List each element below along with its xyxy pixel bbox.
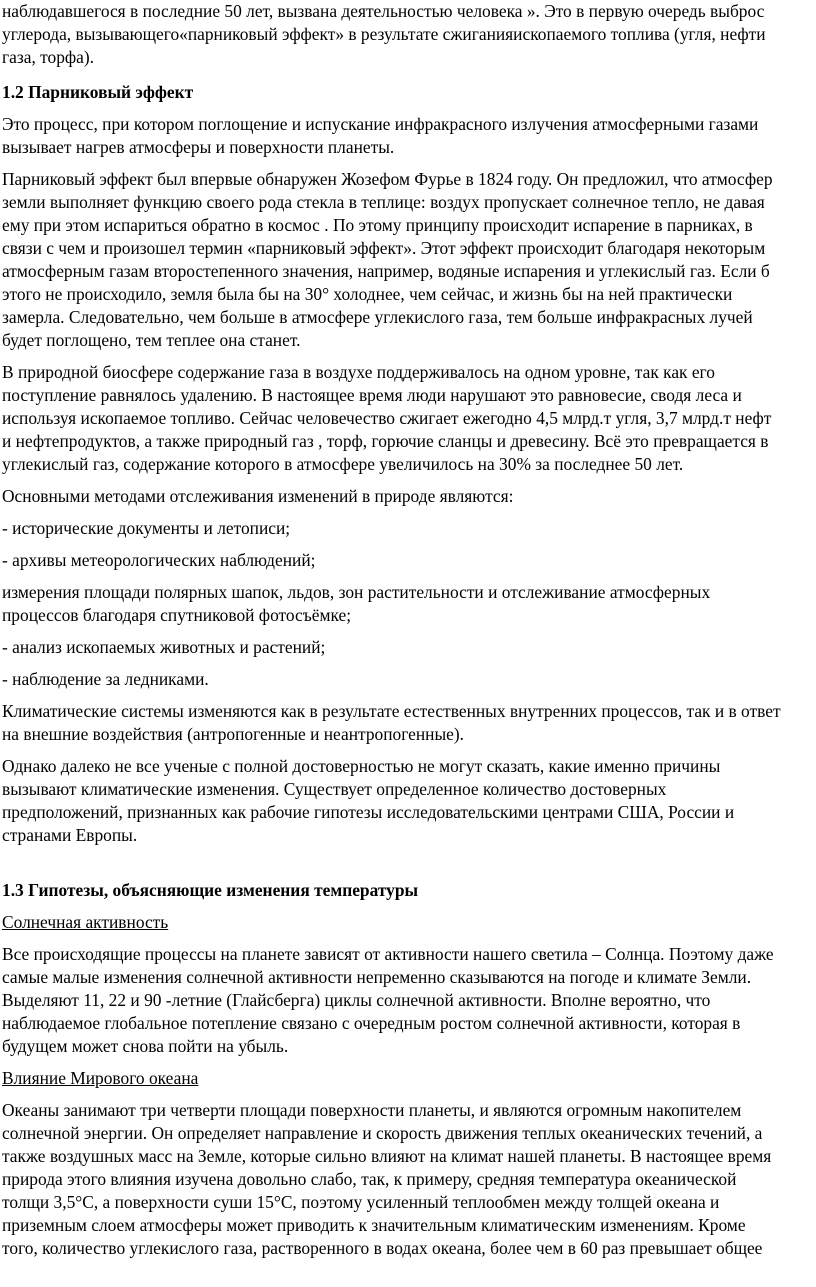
text-line: Океаны занимают три четверти площади поверхности планеты, и являются огромным накопителем — [2, 1100, 742, 1120]
text-line: наблюдавшегося в последние 50 лет, вызвана деятельностью человека ». Это в первую очередь выброс — [2, 1, 765, 21]
text-line: будет поглощено, тем теплее она станет. — [2, 330, 301, 350]
text-line: Климатические системы изменяются как в результате естественных внутренних процессов, так и в ответ — [2, 701, 781, 721]
paragraph — [2, 361, 816, 476]
text-line: на внешние воздействия (антропогенные и неантропогенные). — [2, 724, 464, 744]
paragraph — [2, 113, 816, 159]
text-line: странами Европы. — [2, 825, 138, 845]
text-line: связи с чем и произошел термин «парниковый эффект». Этот эффект происходит благодаря некоторым — [2, 238, 766, 258]
text-line: В природной биосфере содержание газа в воздухе поддерживалось на одном уровне, так как его — [2, 362, 715, 382]
text-line: солнечной энергии. Он определяет направление и скорость движения теплых океанических течений, а — [2, 1123, 763, 1143]
paragraph — [2, 168, 816, 352]
text-line: углекислый газ, содержание которого в атмосфере увеличилось на 30% за последнее 50 лет. — [2, 454, 684, 474]
text-line: Все происходящие процессы на планете зависят от активности нашего светила – Солнца. Поэтому даже — [2, 944, 774, 964]
text-line: Парниковый эффект был впервые обнаружен Жозефом Фурье в 1824 году. Он предложил, что атмосфер — [2, 169, 773, 189]
paragraph — [2, 700, 816, 746]
text-line: ему при этом испариться обратно в космос . По этому принципу происходит испарение в парниках, в — [2, 215, 753, 235]
text-line: также воздушных масс на Земле, которые сильно влияют на климат нашей планеты. В настоящее время — [2, 1146, 772, 1166]
paragraph: Основными методами отслеживания изменений в природе являются: — [2, 486, 514, 506]
list-item — [2, 581, 816, 627]
list-item: - наблюдение за ледниками. — [2, 669, 209, 689]
text-line: используя ископаемое топливо. Сейчас человечество сжигает ежегодно 4,5 млрд.т угля, 3,7 млрд.т нефт — [2, 408, 772, 428]
text-line: приземным слоем атмосферы может приводить к значительным климатическим изменениям. Кроме — [2, 1215, 746, 1235]
text-line: замерла. Следовательно, чем больше в атмосфере углекислого газа, тем больше инфракрасных лучей — [2, 307, 753, 327]
list-item: - архивы метеорологических наблюдений; — [2, 550, 316, 570]
text-line: углерода, вызывающего«парниковый эффект» в результате сжиганияископаемого топлива (угля, нефти — [2, 24, 766, 44]
text-line: Это процесс, при котором поглощение и испускание инфракрасного излучения атмосферными газами — [2, 114, 759, 134]
text-line: и нефтепродуктов, а также природный газ , торф, горючие сланцы и древесину. Всё это превращается в — [2, 431, 769, 451]
subheading-world-ocean: Влияние Мирового океана — [2, 1068, 199, 1088]
list-item: - анализ ископаемых животных и растений; — [2, 637, 326, 657]
text-line: предположений, признанных как рабочие гипотезы исследовательскими центрами США, России и — [2, 802, 735, 822]
text-line: этого не происходило, земля была бы на 30° холоднее, чем сейчас, и жизнь бы на ней практически — [2, 284, 733, 304]
text-line: наблюдаемое глобальное потепление связано с очередным ростом солнечной активности, которая в — [2, 1013, 741, 1033]
text-line: вызывают климатические изменения. Существует определенное количество достоверных — [2, 779, 667, 799]
text-line: того, количество углекислого газа, растворенного в водах океана, более чем в 60 раз превышает общее — [2, 1238, 763, 1258]
text-line: Выделяют 11, 22 и 90 -летние (Глайсберга) циклы солнечной активности. Вполне вероятно, что — [2, 990, 711, 1010]
paragraph — [2, 1099, 816, 1260]
text-line: будущем может снова пойти на убыль. — [2, 1036, 289, 1056]
list-item: - исторические документы и летописи; — [2, 518, 291, 538]
subheading-solar-activity: Солнечная активность — [2, 912, 169, 932]
text-line: поступление равнялось удалению. В настоящее время люди нарушают это равновесие, сводя леса и — [2, 385, 742, 405]
intro-paragraph — [2, 0, 816, 69]
text-line: земли выполняет функцию своего рода стекла в теплице: воздух пропускает солнечное тепло, не давая — [2, 192, 765, 212]
text-line: измерения площади полярных шапок, льдов, зон растительности и отслеживание атмосферных — [2, 582, 711, 602]
text-line: природа этого влияния изучена довольно слабо, так, к примеру, средняя температура океанической — [2, 1169, 737, 1189]
paragraph — [2, 755, 816, 847]
paragraph — [2, 943, 816, 1058]
section-heading-1-2: 1.2 Парниковый эффект — [2, 82, 194, 102]
text-line: толщи 3,5°С, а поверхности суши 15°С, поэтому усиленный теплообмен между толщей океана и — [2, 1192, 720, 1212]
text-line: самые малые изменения солнечной активности непременно сказываются на погоде и климате Земли. — [2, 967, 752, 987]
text-line: газа, торфа). — [2, 47, 95, 67]
text-line: вызывает нагрев атмосферы и поверхности планеты. — [2, 137, 395, 157]
text-line: атмосферным газам второстепенного значения, например, водяные испарения и углекислый газ. Если б — [2, 261, 770, 281]
text-line: процессов благодаря спутниковой фотосъёмке; — [2, 605, 352, 625]
section-heading-1-3: 1.3 Гипотезы, объясняющие изменения температуры — [2, 880, 419, 900]
text-line: Однако далеко не все ученые с полной достоверностью не могут сказать, какие именно причины — [2, 756, 721, 776]
